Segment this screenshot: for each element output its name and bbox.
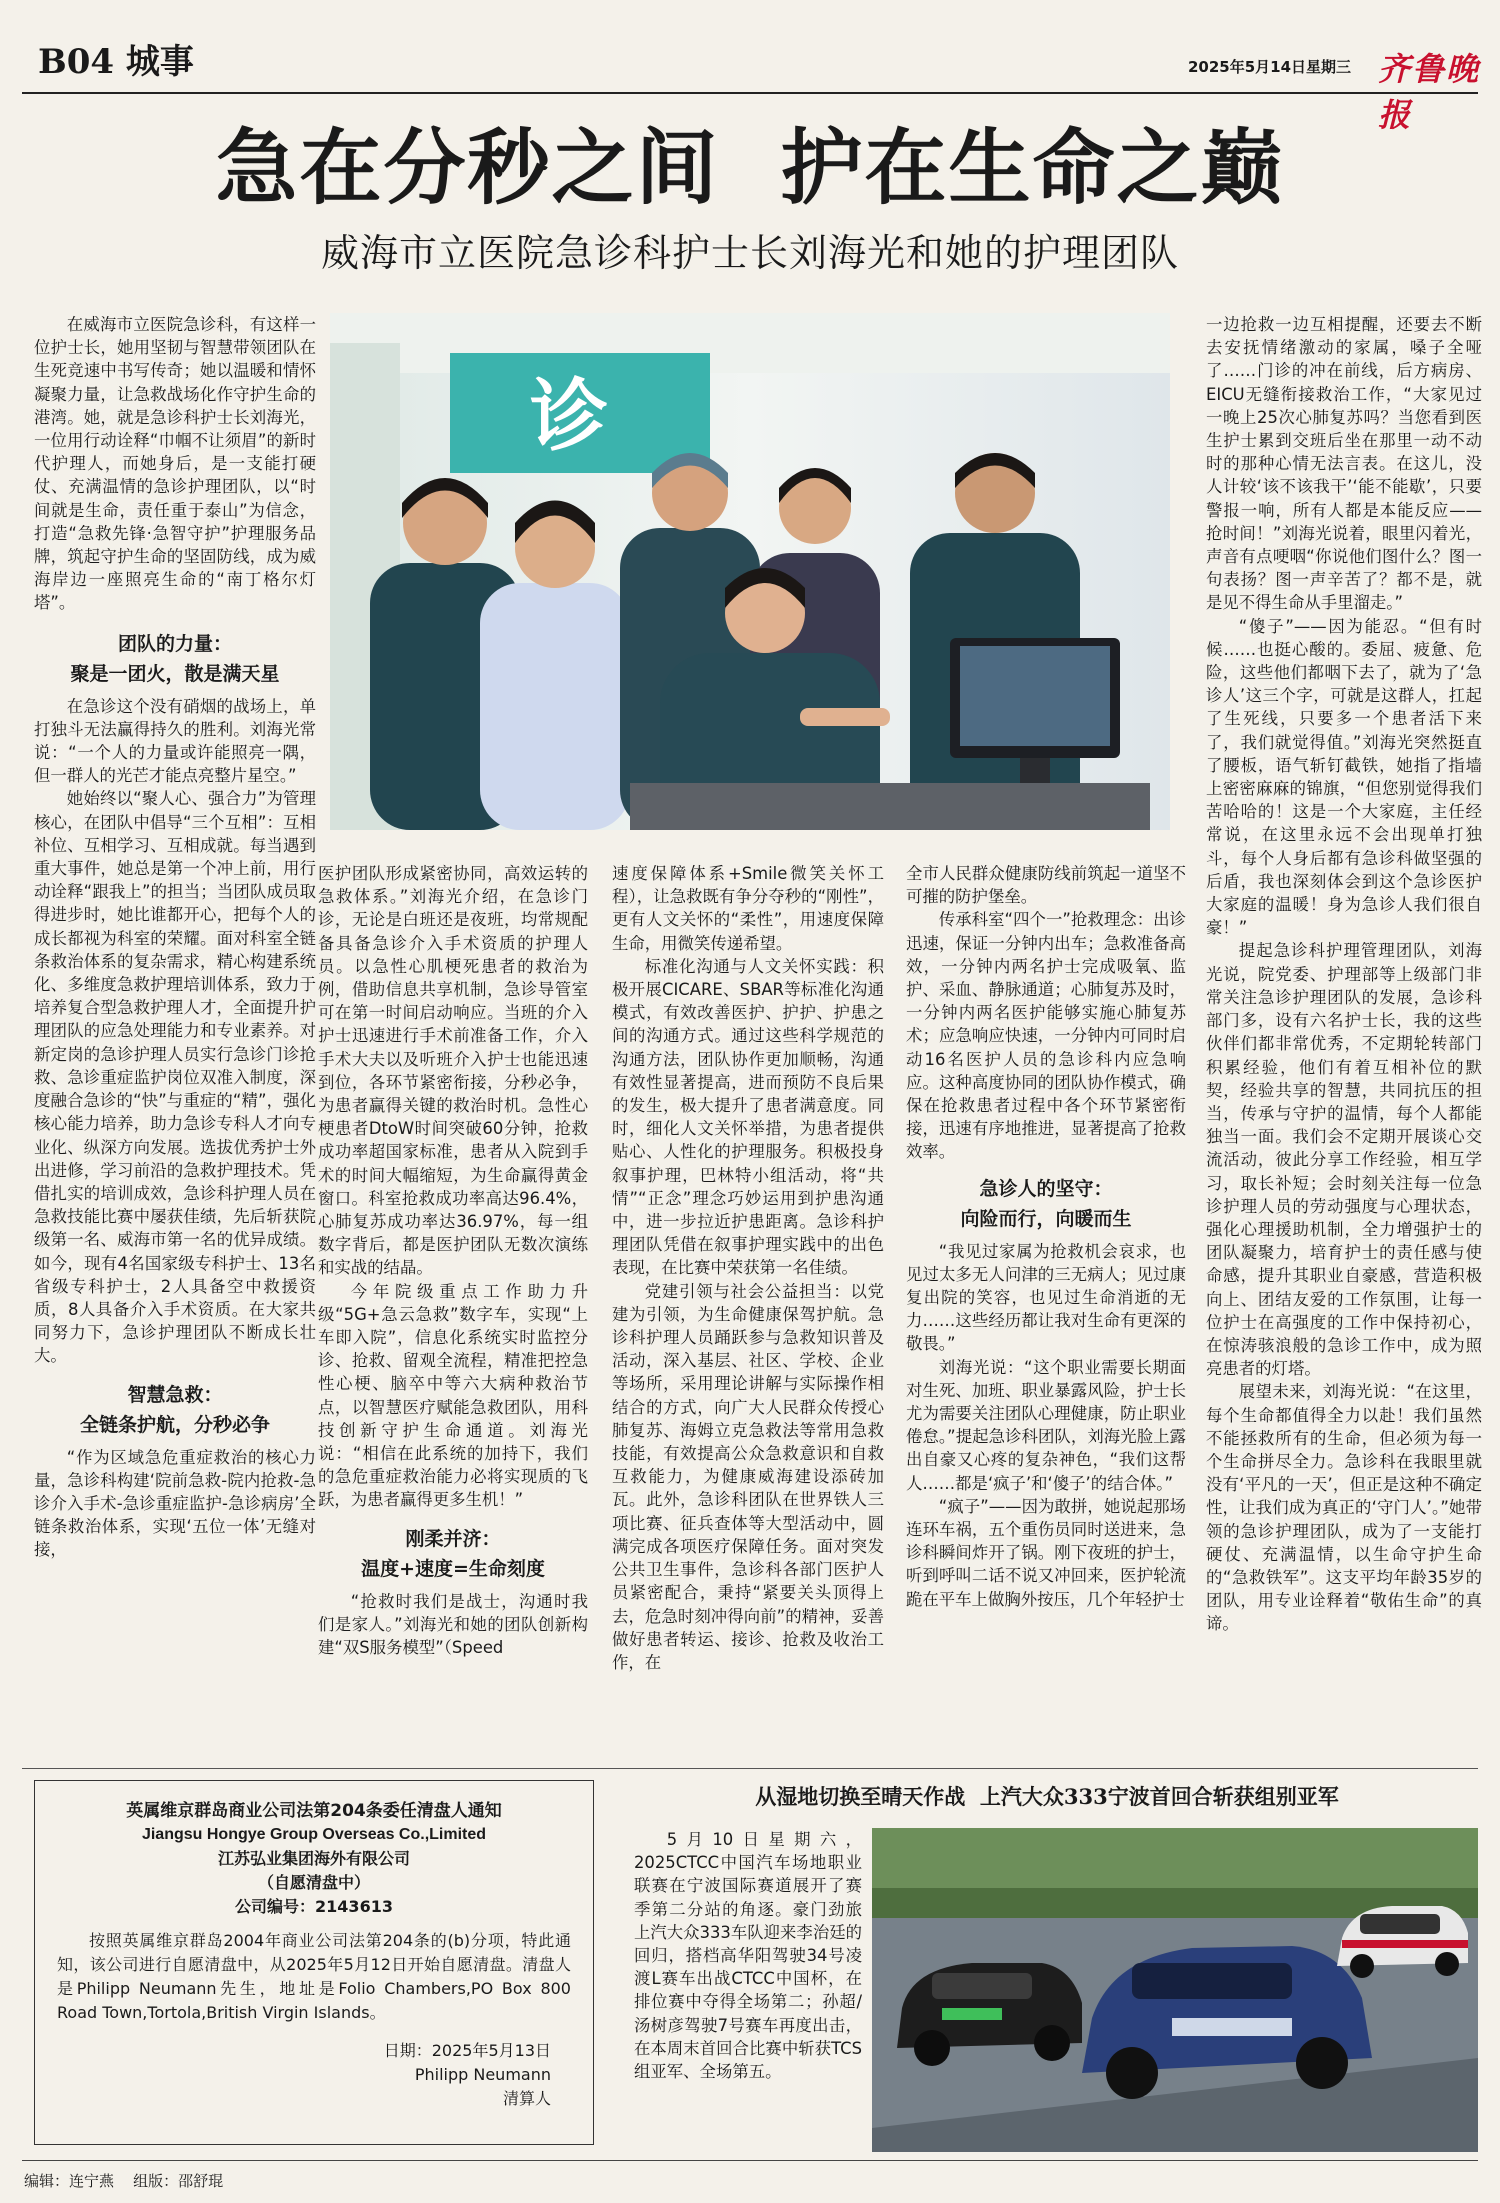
- article-paragraph: “我见过家属为抢救机会哀求，也见过太多无人问津的三无病人；见过康复出院的笑容，也见过生命消逝的无力……这些经历都让我对生命有更深的敬畏。”: [906, 1241, 1186, 1354]
- notice-company-number: 公司编号：2143613: [235, 1897, 393, 1916]
- race-article-body: [634, 1828, 862, 2083]
- notice-signatory: Philipp Neumann: [414, 2065, 551, 2084]
- section-title: 急诊人的坚守：: [979, 1177, 1113, 1200]
- headline: 急在分秒之间 护在生命之巅: [215, 120, 1285, 216]
- article-paragraph: 全市人民群众健康防线前筑起一道坚不可摧的防护堡垒。: [906, 864, 1186, 907]
- section-heading: [34, 1380, 316, 1440]
- article-column-2: [318, 862, 588, 1659]
- team-photo: [330, 313, 1170, 830]
- article-paragraph: 提起急诊科护理管理团队，刘海光说，院党委、护理部等上级部门非常关注急诊护理团队的发展，急诊科部门多，设有六名护士长，我的这些伙伴们都非常优秀，不定期轮转部门积累经验，他们有着互相补位的默契，经验共享的智慧，共同抗压的担当，传承与守护的温情，每个人都能独当一面。我们会不定期开展谈心交流活动，彼此分享工作经验，相互学习，取长补短；会时刻关注每一位急诊护理人员的劳动强度与心理状态，强化心理援助机制，全力增强护士的团队凝聚力，培育护士的责任感与使命感，提升其职业自豪感，营造积极向上、团结友爱的工作氛围，让每一位护士在高强度的工作中保持初心，在惊涛骇浪般的急诊工作中，成为照亮患者的灯塔。: [1206, 941, 1482, 1379]
- section-subtitle: 聚是一团火，散是满天星: [70, 662, 280, 685]
- race-photo: [872, 1828, 1478, 2152]
- article-paragraph: “作为区域急危重症救治的核心力量，急诊科构建‘院前急救-院内抢救-急诊介入手术-急诊重症监护-急诊病房’全链条救治体系，实现‘五位一体’无缝对接，: [34, 1447, 316, 1560]
- section-heading: [318, 1524, 588, 1584]
- article-paragraph: 今年院级重点工作助力升级“5G+急云急救”数字车，实现“上车即入院”，信息化系统实时监控分诊、抢救、留观全流程，精准把控急性心梗、脑卒中等六大病种救治节点，以智慧医疗赋能急救团队，用科技创新守护生命通道。刘海光说：“相信在此系统的加持下，我们的急危重症救治能力必将实现质的飞跃，为患者赢得更多生机！”: [318, 1281, 588, 1510]
- issue-date: 2025年5月14日: [1188, 58, 1307, 76]
- article-paragraph: 传承科室“四个一”抢救理念：出诊迅速，保证一分钟内出车；急救准备高效，一分钟内两名护士完成吸氧、监护、采血、静脉通道；心肺复苏及时，一分钟内两名医护能够实施心肺复苏术；应急响应快速，一分钟内可同时启动16名医护人员的急诊科内应急响应。这种高度协同的团队协作模式，确保在抢救患者过程中各个环节紧密衔接，迅速有序地推进，显著提高了抢救效率。: [906, 910, 1186, 1162]
- article-paragraph: 一边抢救一边互相提醒，还要去不断去安抚情绪激动的家属，嗓子全哑了……门诊的冲在前线，后方病房、EICU无缝衔接救治工作，“大家见过一晚上25次心肺复苏吗？当您看到医生护士累到交班后坐在那里一动不动时的那种心情无法言表。在这儿，没人计较‘该不该我干’‘能不能歇’，只要警报一响，所有人都是本能反应——抢时间！”刘海光说着，眼里闪着光，声音有点哽咽“你说他们图什么？图一句表扬？图一声辛苦了？都不是，就是见不得生命从手里溜走。”: [1206, 315, 1482, 613]
- section-subtitle: 温度+速度=生命刻度: [361, 1557, 545, 1580]
- article-paragraph: “傻子”——因为能忍。“但有时候……也挺心酸的。委屈、疲惫、危险，这些他们都咽下去了，就为了‘急诊人’这三个字，可就是这群人，扛起了生死线，只要多一个患者活下来了，我们就觉得值。”刘海光突然挺直了腰板，语气斩钉截铁，她指了指墙上密密麻麻的锦旗，“但您别觉得我们苦哈哈的！这是一个大家庭，主任经常说，在这里永远不会出现单打独斗，每个人身后都有急诊科做坚强的后盾，我也深刻体会到这个急诊医护大家庭的温暖！身为急诊人我们很自豪！”: [1206, 616, 1482, 938]
- article-paragraph: 速度保障体系+Smile微笑关怀工程），让急救既有争分夺秒的“刚性”，更有人文关怀的“柔性”，用速度保障生命，用微笑传递希望。: [612, 864, 884, 953]
- article-paragraph: 标准化沟通与人文关怀实践：积极开展CICARE、SBAR等标准化沟通模式，有效改善医护、护护、护患之间的沟通方式。通过这些科学规范的沟通方法，团队协作更加顺畅，沟通有效性显著提高，进而预防不良后果的发生，极大提升了患者满意度。同时，细化人文关怀举措，为患者提供贴心、人性化的护理服务。积极投身叙事护理，巴林特小组活动，将“共情”“正念”理念巧妙运用到护患沟通中，进一步拉近护患距离。急诊科护理团队凭借在叙事护理实践中的出色表现，在比赛中荣获第一名佳绩。: [612, 956, 884, 1278]
- section-divider: [22, 1768, 1478, 1769]
- section-title: 团队的力量：: [117, 632, 232, 655]
- race-headline: 从湿地切换至晴天作战 上汽大众333宁波首回合斩获组别亚军: [755, 1784, 1339, 1809]
- article-paragraph: 党建引领与社会公益担当：以党建为引领，为生命健康保驾护航。急诊科护理人员踊跃参与急救知识普及活动，深入基层、社区、学校、企业等场所，采用理论讲解与实际操作相结合的方式，向广大人民群众传授心肺复苏、海姆立克急救法等常用急救技能，有效提高公众急救意识和自救互救能力，为健康威海建设添砖加瓦。此外，急诊科团队在世界铁人三项比赛、征兵查体等大型活动中，圆满完成各项医疗保障任务。面对突发公共卫生事件，急诊科各部门医护人员紧密配合，秉持“紧要关头顶得上去，危急时刻冲得向前”的精神，妥善做好患者转运、接诊、抢救及收治工作，在: [612, 1281, 884, 1672]
- subheadline: 威海市立医院急诊科护士长刘海光和她的护理团队: [320, 231, 1179, 275]
- footer-rule: [22, 2160, 1478, 2161]
- team-photo-illustration: [330, 313, 1170, 830]
- notice-body: 按照英属维京群岛2004年商业公司法第204条的(b)分项，特此通知，该公司进行自愿清盘中，从2025年5月12日开始自愿清盘。清盘人是Philipp Neumann先生，地址是Folio Chambers,PO Box 800 Road Town,Tortola,British Virgin Islands。: [57, 1931, 571, 2022]
- notice-status: （自愿清盘中）: [257, 1873, 370, 1892]
- section-subtitle: 全链条护航，分秒必争: [79, 1413, 270, 1436]
- notice-title: 英属维京群岛商业公司法第204条委任清盘人通知: [126, 1801, 502, 1821]
- page-section-label: B04 城事: [38, 42, 194, 82]
- notice-date: 日期：2025年5月13日: [383, 2041, 551, 2060]
- article-column-4: [906, 862, 1186, 1611]
- section-heading: [906, 1174, 1186, 1234]
- article-paragraph: 在威海市立医院急诊科，有这样一位护士长，她用坚韧与智慧带领团队在生死竞速中书写传奇；她以温暖和情怀凝聚力量，让急救战场化作守护生命的港湾。她，就是急诊科护士长刘海光，一位用行动诠释“巾帼不让须眉”的新时代护理人，而她身后，是一支能打硬仗、充满温情的急诊护理团队，以“时间就是生命，责任重于泰山”为信念，打造“急救先锋·急智守护”护理服务品牌，筑起守护生命的坚固防线，成为威海岸边一座照亮生命的“南丁格尔灯塔”。: [34, 315, 316, 613]
- section-subtitle: 向险而行，向暖而生: [960, 1207, 1132, 1230]
- article-paragraph: 在急诊这个没有硝烟的战场上，单打独斗无法赢得持久的胜利。刘海光常说：“一个人的力量或许能照亮一隅，但一群人的光芒才能点亮整片星空。”: [34, 696, 316, 786]
- article-column-5: [1206, 313, 1482, 1636]
- article-column-1: [34, 313, 316, 1562]
- header-rule: [22, 92, 1478, 94]
- notice-role: 清算人: [502, 2089, 551, 2108]
- article-paragraph: “抢救时我们是战士，沟通时我们是家人。”刘海光和她的团队创新构建“双S服务模型”（Speed: [318, 1591, 588, 1658]
- article-paragraph: 刘海光说：“这个职业需要长期面对生死、加班、职业暴露风险，护士长尤为需要关注团队心理健康，防止职业倦怠。”提起急诊科团队，刘海光脸上露出自豪又心疼的复杂神色，“我们这帮人……都是‘疯子’和‘傻子’的结合体。”: [906, 1357, 1186, 1493]
- section-title: 刚柔并济：: [405, 1527, 501, 1550]
- newspaper-logo: 齐鲁晚报: [1378, 50, 1481, 134]
- article-paragraph: 医护团队形成紧密协同，高效运转的急救体系。”刘海光介绍，在急诊门诊，无论是白班还是夜班，均常规配备具备急诊介入手术资质的护理人员。以急性心肌梗死患者的救治为例，借助信息共享机制，急诊导管室可在第一时间启动响应。当班的介入护士迅速进行手术前准备工作，介入手术大夫以及听班介入护士也能迅速到位，各环节紧密衔接，分秒必争，为患者赢得关键的救治时机。急性心梗患者DtoW时间突破60分钟，抢救成功率超国家标准，患者从入院到手术的时间大幅缩短，为生命赢得黄金窗口。科室抢救成功率高达96.4%，心肺复苏成功率达36.97%，每一组数字背后，都是医护团队无数次演练和实战的结晶。: [318, 864, 588, 1278]
- section-heading: [34, 629, 316, 689]
- article-paragraph: 展望未来，刘海光说：“在这里，每个生命都值得全力以赴！我们虽然不能拯救所有的生命，但必须为每一个生命拼尽全力。急诊科在我眼里就没有‘平凡的一天’，但正是这种不确定性，让我们成为真正的‘守门人’。”她带领的急诊护理团队，成为了一支能打硬仗、充满温情，以生命守护生命的“急救铁军”。这支平均年龄35岁的团队，用专业诠释着“敬佑生命”的真谛。: [1206, 1382, 1482, 1634]
- article-paragraph: 她始终以“聚人心、强合力”为管理核心，在团队中倡导“三个互相”：互相补位、互相学习、互相成就。每当遇到重大事件，她总是第一个冲上前，用行动诠释“跟我上”的担当；当团队成员取得进步时，她比谁都开心，把每个人的成长都视为科室的荣耀。面对科室全链条救治体系的复杂需求，精心构建系统化、多维度急救护理培训体系，致力于培养复合型急救护理人才，全面提升护理团队的应急处理能力和专业素养。对新定岗的急诊护理人员实行急诊门诊抢救、急诊重症监护岗位双准入制度，深度融合急诊的“快”与重症的“精”，强化核心能力培养，助力急诊专科人才向专业化、纵深方向发展。选拔优秀护士外出进修，学习前沿的急救护理技术。凭借扎实的培训成效，急诊科护理人员在急救技能比赛中屡获佳绩，先后斩获院级第一名、威海市第一名的优异成绩。如今，现有4名国家级专科护士、13名省级专科护士，2人具备空中救援资质，8人具备介入手术资质。在大家共同努力下，急诊护理团队不断成长壮大。: [34, 789, 316, 1366]
- article-paragraph: “疯子”——因为敢拼，她说起那场连环车祸，五个重伤员同时送进来，急诊科瞬间炸开了锅。刚下夜班的护士，听到呼叫二话不说又冲回来，医护轮流跪在平车上做胸外按压，几个年轻护士: [906, 1496, 1186, 1609]
- issue-weekday: 星期三: [1306, 58, 1352, 76]
- article-paragraph: 5月10日星期六，2025CTCC中国汽车场地职业联赛在宁波国际赛道展开了赛季第二分站的角逐。豪门劲旅上汽大众333车队迎来李治廷的回归，搭档高华阳驾驶34号凌渡L赛车出战CTCC中国杯，在排位赛中夺得全场第二；孙超/汤树彦驾驶7号赛车再度出击，在本周末首回合比赛中斩获TCS组亚军、全场第五。: [634, 1830, 862, 2082]
- notice-company-en: Jiangsu Hongye Group Overseas Co.,Limited: [141, 1826, 487, 1843]
- liquidation-notice: [34, 1780, 594, 2145]
- footer-credits: 编辑：连宁燕 组版：邵舒琨: [24, 2172, 224, 2190]
- svg-text:诊: 诊: [530, 372, 609, 462]
- section-title: 智慧急救：: [127, 1383, 223, 1406]
- notice-company-cn: 江苏弘业集团海外有限公司: [217, 1849, 410, 1868]
- race-photo-illustration: [872, 1828, 1478, 2152]
- article-column-3: [612, 862, 884, 1674]
